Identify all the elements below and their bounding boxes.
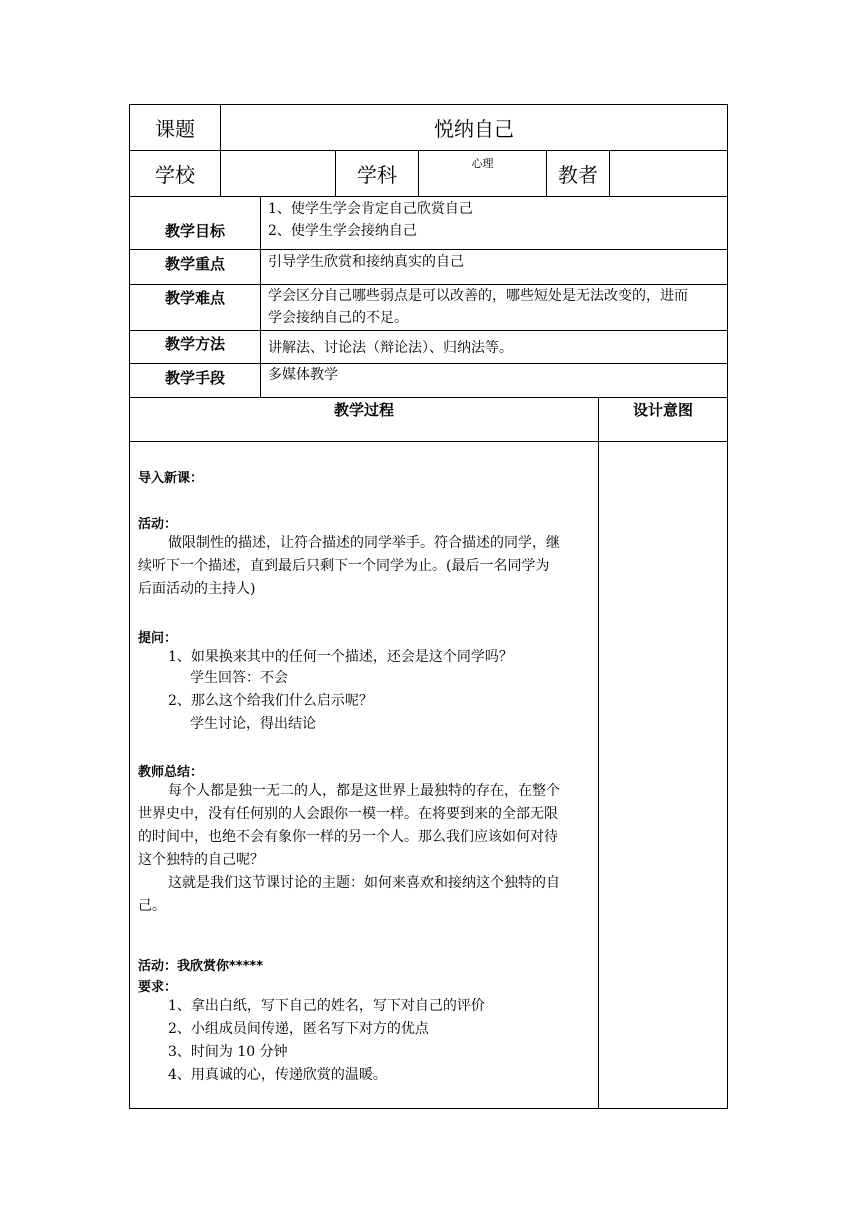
goal-label: 教学目标 xyxy=(164,222,225,240)
requirement-line-4: 4、用真诚的心，传递欣赏的温暖。 xyxy=(168,1067,387,1083)
activity1-line-3: 后面活动的主持人) xyxy=(138,581,256,597)
question-line-2: 学生回答：不会 xyxy=(190,670,288,686)
topic-value: 悦纳自己 xyxy=(434,117,514,141)
summary-line-4: 这个独特的自己呢？ xyxy=(138,852,264,868)
summary-line-2: 世界史中，没有任何别的人会跟你一模一样。在将要到来的全部无限 xyxy=(138,806,558,822)
focus-label: 教学重点 xyxy=(164,255,225,273)
table-border-right xyxy=(727,104,728,1109)
row-divider-2 xyxy=(129,196,728,197)
requirement-line-3: 3、时间为 10 分钟 xyxy=(168,1044,288,1060)
activity2-heading: 活动：我欣赏你***** xyxy=(138,959,263,974)
summary-line-5: 这就是我们这节课讨论的主题：如何来喜欢和接纳这个独特的自 xyxy=(168,875,560,891)
requirement-line-1: 1、拿出白纸，写下自己的姓名，写下对自己的评价 xyxy=(168,998,485,1014)
means-label: 教学手段 xyxy=(164,369,225,387)
col-divider-row-label xyxy=(260,196,261,398)
focus-text: 引导学生欣赏和接纳真实的自己 xyxy=(268,254,464,270)
question-line-3: 2、那么这个给我们什么启示呢？ xyxy=(168,693,373,709)
col-divider-design xyxy=(598,397,599,1109)
question-line-1: 1、如果换来其中的任何一个描述，还会是这个同学吗？ xyxy=(168,649,513,665)
goal-item-2: 2、使学生学会接纳自己 xyxy=(268,223,417,239)
requirement-line-2: 2、小组成员间传递，匿名写下对方的优点 xyxy=(168,1021,429,1037)
school-value xyxy=(221,151,335,196)
summary-line-3: 的时间中，也绝不会有象你一样的另一个人。那么我们应该如何对待 xyxy=(138,829,558,845)
method-label: 教学方法 xyxy=(164,335,225,353)
question-heading: 提问： xyxy=(138,631,178,646)
requirement-heading: 要求： xyxy=(138,980,178,995)
activity1-line-1: 做限制性的描述，让符合描述的同学举手。符合描述的同学，继 xyxy=(168,535,560,551)
difficulty-line-2: 学会接纳自己的不足。 xyxy=(268,310,408,326)
process-label: 教学过程 xyxy=(333,401,394,419)
topic-label: 课题 xyxy=(155,117,195,141)
activity1-heading: 活动： xyxy=(138,517,178,532)
teacher-label: 教者 xyxy=(558,163,598,187)
subject-label: 学科 xyxy=(357,163,397,187)
means-text: 多媒体教学 xyxy=(268,367,338,383)
difficulty-label: 教学难点 xyxy=(164,289,225,307)
teacher-value xyxy=(610,151,727,196)
method-text: 讲解法、讨论法（辩论法）、归纳法等。 xyxy=(268,340,513,356)
summary-line-1: 每个人都是独一无二的人，都是这世界上最独特的存在，在整个 xyxy=(168,783,560,799)
row-divider-3 xyxy=(129,249,728,250)
intro-heading: 导入新课： xyxy=(138,471,204,486)
row-divider-8 xyxy=(129,441,728,442)
row-divider-7 xyxy=(129,397,728,398)
summary-heading: 教师总结： xyxy=(138,765,204,780)
row-divider-5 xyxy=(129,330,728,331)
school-label: 学校 xyxy=(155,163,195,187)
question-line-4: 学生讨论，得出结论 xyxy=(190,716,316,732)
difficulty-line-1: 学会区分自己哪些弱点是可以改善的，哪些短处是无法改变的，进而 xyxy=(268,288,688,304)
activity1-line-2: 续听下一个描述，直到最后只剩下一个同学为止。(最后一名同学为 xyxy=(138,558,550,574)
summary-line-6: 己。 xyxy=(138,898,166,914)
goal-item-1: 1、使学生学会肯定自己欣赏自己 xyxy=(268,201,473,217)
design-label: 设计意图 xyxy=(632,401,693,419)
table-border-bottom xyxy=(129,1108,728,1109)
subject-value: 心理 xyxy=(471,157,494,170)
